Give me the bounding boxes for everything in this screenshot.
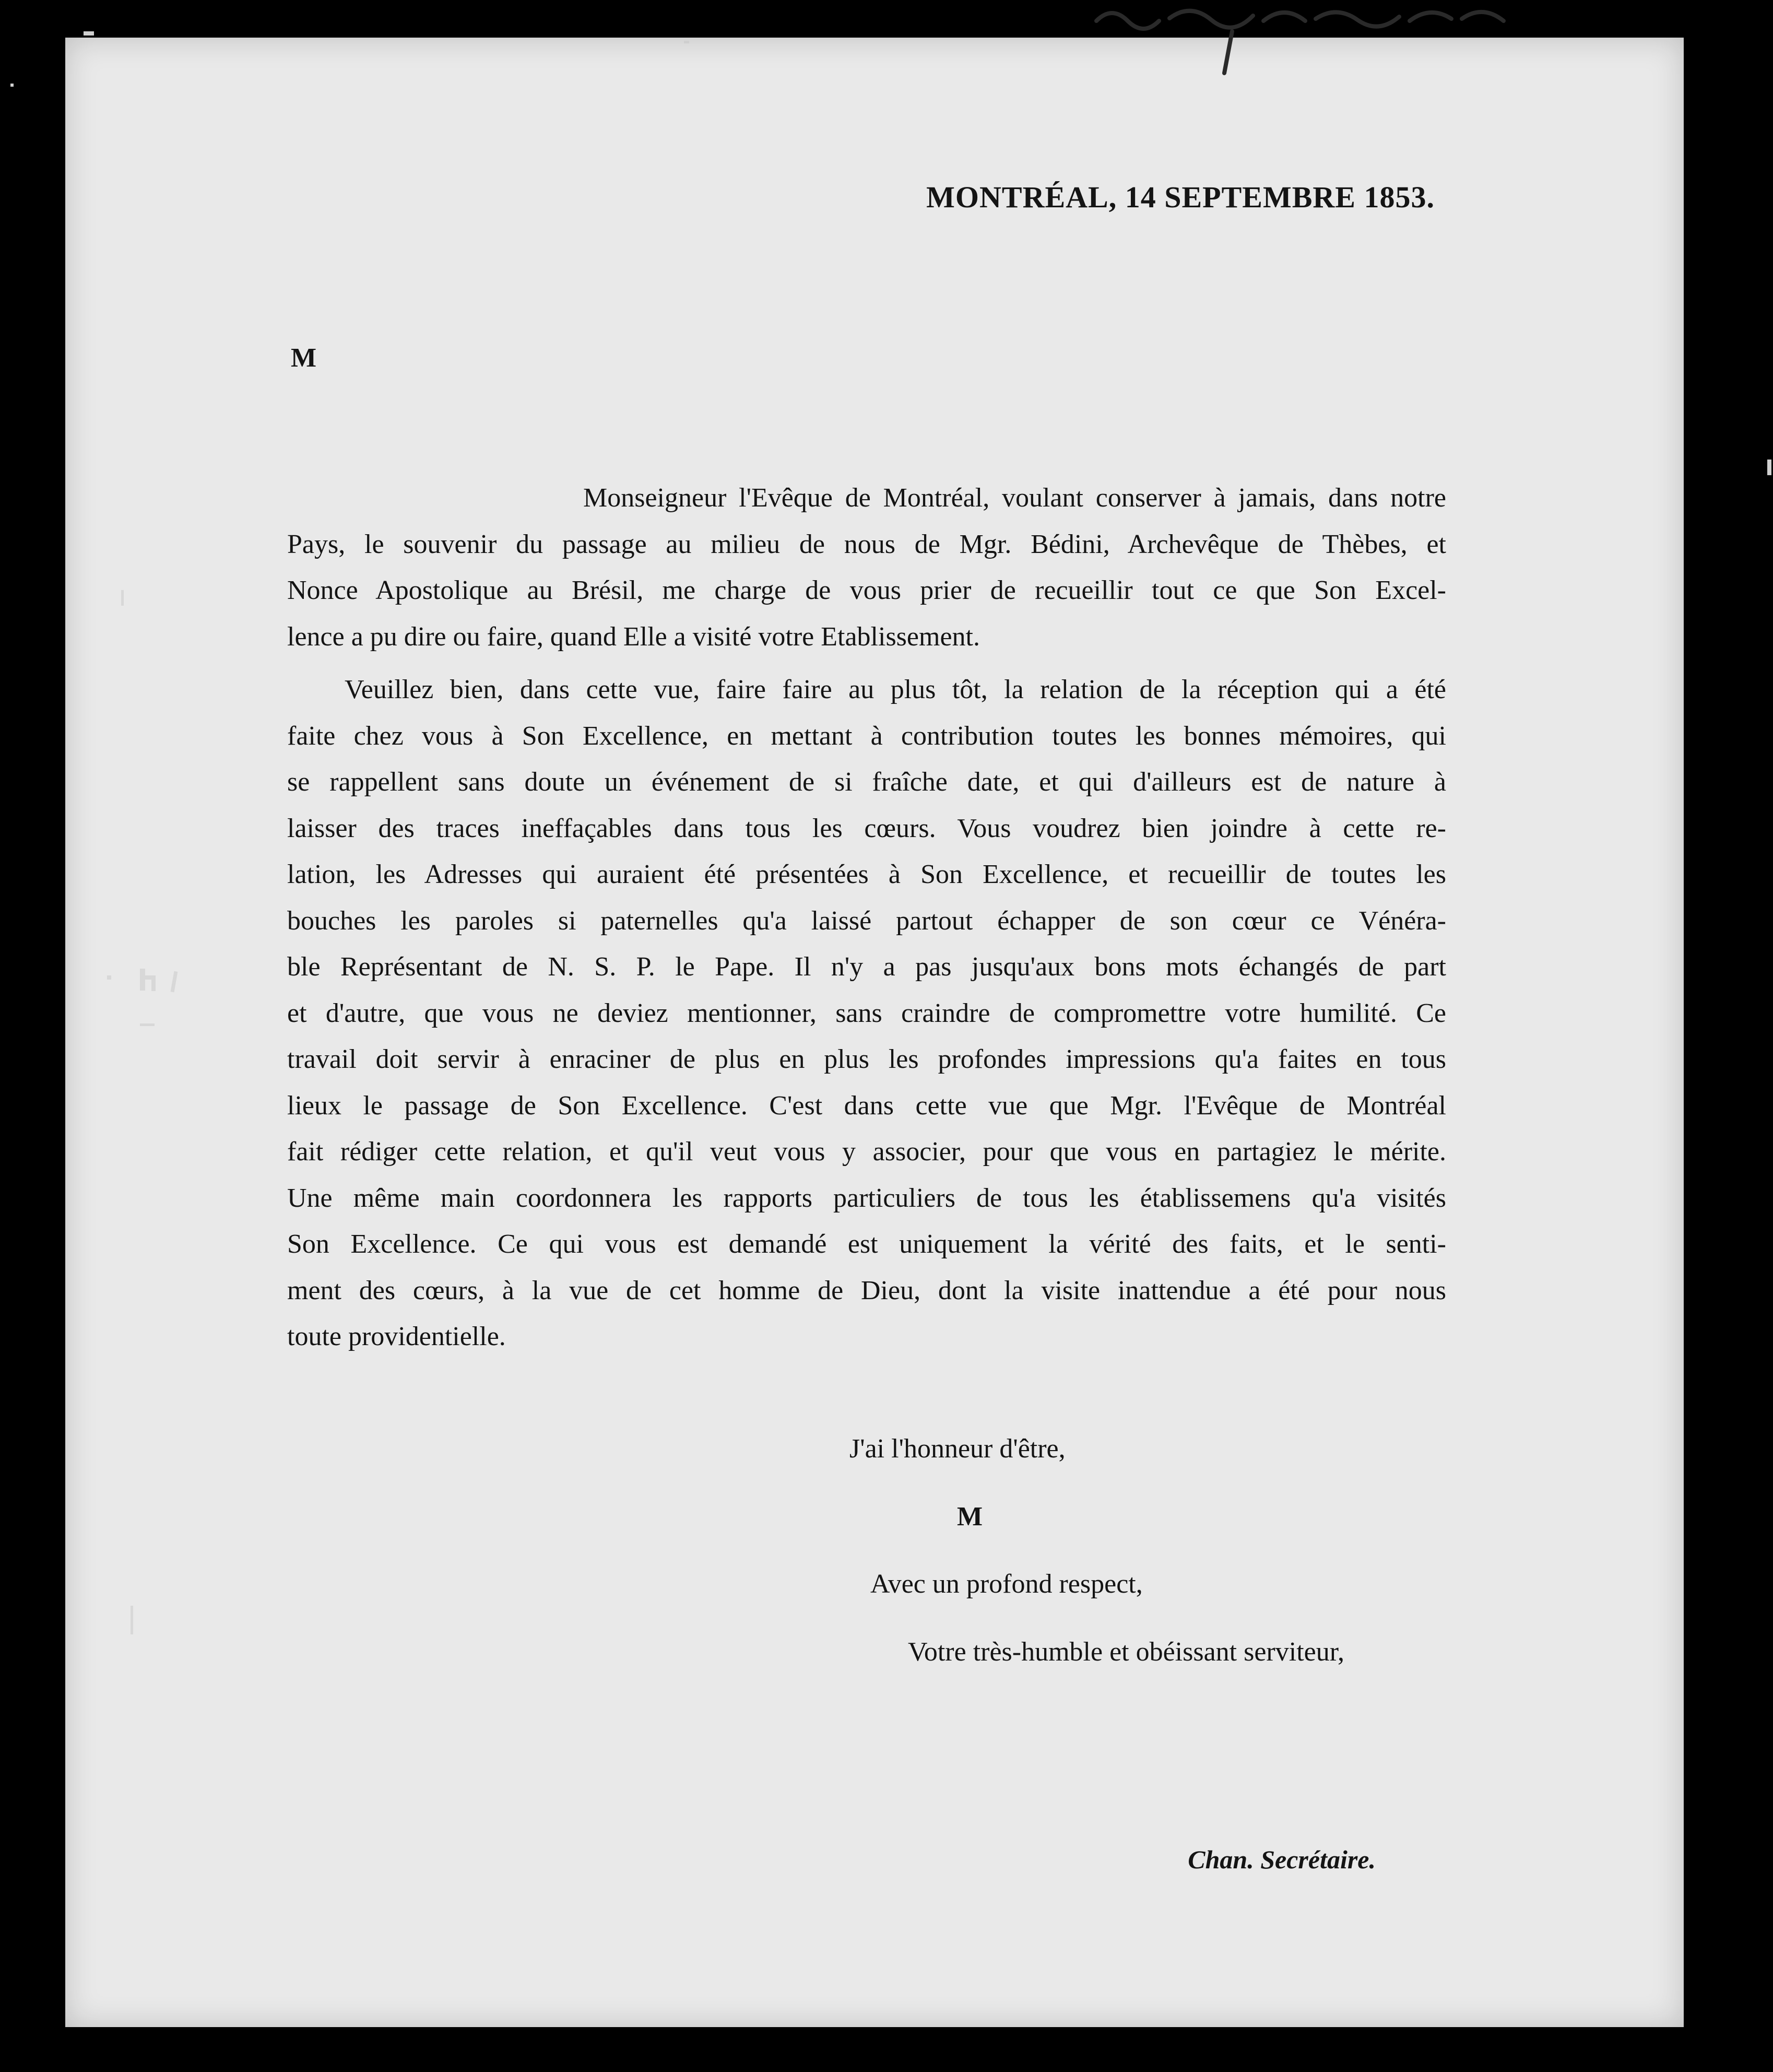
paragraph-2-line: Une même main coordonnera les rapports particuliers de tous les établissemens qu'a visités — [287, 1183, 1446, 1213]
paragraph-2-line: Veuillez bien, dans cette vue, faire faire au plus tôt, la relation de la réception qui a été — [345, 675, 1446, 704]
paragraph-2-line: ble Représentant de N. S. P. le Pape. Il n'y a pas jusqu'aux bons mots échangés de part — [287, 952, 1446, 982]
closing-servant: Votre très-humble et obéissant serviteur, — [908, 1637, 1344, 1667]
handwritten-note — [1096, 11, 1504, 73]
paragraph-2-line: Son Excellence. Ce qui vous est demandé est uniquement la vérité des faits, et le senti- — [287, 1229, 1446, 1259]
paragraph-2-line: lieux le passage de Son Excellence. C'est dans cette vue que Mgr. l'Evêque de Montréal — [287, 1090, 1446, 1121]
margin-mark — [107, 590, 178, 1634]
paragraph-2-line: faite chez vous à Son Excellence, en mettant à contribution toutes les bonnes mémoires, qui — [287, 721, 1446, 751]
closing-respect: Avec un profond respect, — [870, 1569, 1143, 1599]
paragraph-2-line: toute providentielle. — [287, 1322, 506, 1351]
paragraph-2-line: travail doit servir à enraciner de plus en plus les profondes impressions qu'a faites en tous — [287, 1044, 1446, 1074]
paragraph-1-line: Nonce Apostolique au Brésil, me charge de vous prier de recueillir tout ce que Son Excel- — [287, 575, 1446, 605]
salutation: M — [291, 343, 317, 373]
paragraph-2-line: laisser des traces ineffaçables dans tous les cœurs. Vous voudrez bien joindre à cette re- — [287, 813, 1446, 843]
closing-honour: J'ai l'honneur d'être, — [849, 1434, 1066, 1464]
paragraph-2-line: fait rédiger cette relation, et qu'il veut vous y associer, pour que vous en partagiez le mérite. — [287, 1137, 1446, 1167]
paragraph-2-line: se rappellent sans doute un événement de si fraîche date, et qui d'ailleurs est de nature à — [287, 767, 1446, 797]
paragraph-2-line: ment des cœurs, à la vue de cet homme de Dieu, dont la visite inattendue a été pour nous — [287, 1275, 1446, 1305]
paragraph-1-line: Pays, le souvenir du passage au milieu de nous de Mgr. Bédini, Archevêque de Thèbes, et — [287, 529, 1446, 559]
paragraph-2-line: et d'autre, que vous ne deviez mentionner, sans craindre de compromettre votre humilité. Ce — [287, 998, 1446, 1028]
closing-addressee: M — [957, 1502, 983, 1532]
paragraph-2-line: lation, les Adresses qui auraient été présentées à Son Excellence, et recueillir de toutes les — [287, 860, 1446, 889]
dateline: MONTRÉAL, 14 SEPTEMBRE 1853. — [926, 180, 1435, 214]
top-edge-marks — [10, 31, 1771, 475]
signature: Chan. Secrétaire. — [1188, 1845, 1376, 1874]
paragraph-1-line: lence a pu dire ou faire, quand Elle a visité votre Etablissement. — [287, 621, 980, 652]
paragraph-2-line: bouches les paroles si paternelles qu'a laissé partout échapper de son cœur ce Vénéra- — [287, 905, 1446, 936]
paragraph-1-line: Monseigneur l'Evêque de Montréal, voulant conserver à jamais, dans notre — [583, 483, 1446, 513]
